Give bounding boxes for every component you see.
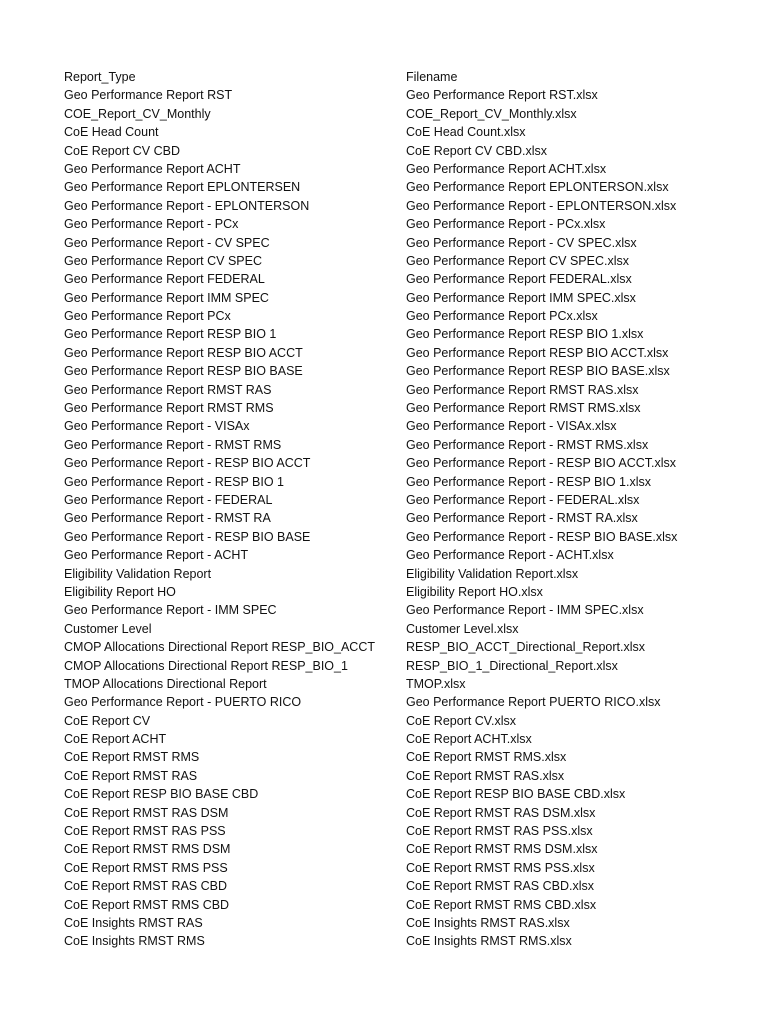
table-row	[64, 601, 704, 619]
filename-cell: CoE Insights RMST RMS.xlsx	[406, 934, 572, 949]
filename-cell: Geo Performance Report IMM SPEC.xlsx	[406, 290, 636, 305]
report-type-cell: Geo Performance Report - PCx	[64, 217, 239, 232]
filename-cell: Geo Performance Report - PCx.xlsx	[406, 217, 606, 232]
report-type-cell: CMOP Allocations Directional Report RESP_BIO_ACCT	[64, 640, 375, 655]
report-type-cell: Eligibility Report HO	[64, 584, 176, 599]
report-type-cell: Geo Performance Report - ACHT	[64, 548, 249, 563]
report-type-cell: Customer Level	[64, 621, 152, 636]
table-row	[64, 583, 704, 601]
table-row	[64, 436, 704, 454]
report-type-cell: CoE Report RMST RAS PSS	[64, 824, 226, 839]
table-row	[64, 877, 704, 895]
table-row	[64, 325, 704, 343]
report-type-cell: CoE Report RMST RMS PSS	[64, 860, 228, 875]
filename-cell: CoE Report RMST RAS PSS.xlsx	[406, 824, 593, 839]
filename-cell: Geo Performance Report - RESP BIO 1.xlsx	[406, 474, 652, 489]
report-type-cell: Geo Performance Report - RESP BIO 1	[64, 474, 285, 489]
table-row	[64, 840, 704, 858]
filename-cell: CoE Report RMST RAS DSM.xlsx	[406, 805, 596, 820]
filename-cell: CoE Report RESP BIO BASE CBD.xlsx	[406, 787, 626, 802]
filename-cell: Geo Performance Report EPLONTERSON.xlsx	[406, 180, 669, 195]
table-row	[64, 859, 704, 877]
filename-cell: Geo Performance Report - RESP BIO BASE.xlsx	[406, 529, 678, 544]
table-row	[64, 693, 704, 711]
report-type-cell: Geo Performance Report - CV SPEC	[64, 235, 270, 250]
filename-cell: RESP_BIO_1_Directional_Report.xlsx	[406, 658, 618, 673]
report-type-cell: CoE Head Count	[64, 125, 159, 140]
report-type-cell: Geo Performance Report RESP BIO ACCT	[64, 345, 303, 360]
report-type-cell: Geo Performance Report - RMST RMS	[64, 437, 282, 452]
filename-cell: Geo Performance Report - RMST RA.xlsx	[406, 511, 638, 526]
filename-cell: Eligibility Report HO.xlsx	[406, 584, 543, 599]
table-row	[64, 215, 704, 233]
table-row	[64, 344, 704, 362]
report-type-cell: CoE Report RMST RAS CBD	[64, 879, 228, 894]
table-row	[64, 767, 704, 785]
filename-cell: Geo Performance Report RMST RAS.xlsx	[406, 382, 639, 397]
table-row	[64, 638, 704, 656]
report-type-cell: CoE Report RMST RMS	[64, 750, 200, 765]
report-type-cell: Geo Performance Report FEDERAL	[64, 272, 265, 287]
report-type-cell: COE_Report_CV_Monthly	[64, 106, 211, 121]
filename-cell: CoE Report CV.xlsx	[406, 713, 516, 728]
table-row	[64, 785, 704, 803]
filename-cell: CoE Report ACHT.xlsx	[406, 732, 532, 747]
filename-cell: CoE Head Count.xlsx	[406, 125, 526, 140]
header-filename: Filename	[406, 70, 458, 84]
filename-cell: Geo Performance Report ACHT.xlsx	[406, 161, 607, 176]
table-row	[64, 565, 704, 583]
report-type-cell: CoE Report RMST RAS	[64, 768, 198, 783]
filename-cell: Geo Performance Report PUERTO RICO.xlsx	[406, 695, 661, 710]
filename-cell: Geo Performance Report - EPLONTERSON.xlsx	[406, 198, 677, 213]
report-type-cell: Geo Performance Report - VISAx	[64, 419, 250, 434]
table-row	[64, 712, 704, 730]
table-row	[64, 86, 704, 104]
report-type-cell: CoE Report CV	[64, 713, 151, 728]
filename-cell: Geo Performance Report RESP BIO 1.xlsx	[406, 327, 644, 342]
filename-cell: Geo Performance Report RST.xlsx	[406, 88, 598, 103]
table-row	[64, 620, 704, 638]
filename-cell: Geo Performance Report CV SPEC.xlsx	[406, 253, 629, 268]
filename-cell: CoE Report RMST RMS.xlsx	[406, 750, 567, 765]
table-row	[64, 142, 704, 160]
filename-cell: CoE Report RMST RMS CBD.xlsx	[406, 897, 597, 912]
table-row	[64, 748, 704, 766]
report-type-cell: CoE Insights RMST RMS	[64, 934, 205, 949]
report-type-cell: Geo Performance Report ACHT	[64, 161, 241, 176]
table-row	[64, 822, 704, 840]
filename-cell: CoE Report RMST RAS CBD.xlsx	[406, 879, 595, 894]
table-row	[64, 473, 704, 491]
table-row	[64, 197, 704, 215]
table-row	[64, 105, 704, 123]
table-row	[64, 160, 704, 178]
table-row	[64, 896, 704, 914]
report-table	[64, 68, 704, 951]
filename-cell: Geo Performance Report PCx.xlsx	[406, 309, 598, 324]
table-row	[64, 362, 704, 380]
report-type-cell: Geo Performance Report - FEDERAL	[64, 492, 273, 507]
table-row	[64, 675, 704, 693]
table-row	[64, 509, 704, 527]
table-row	[64, 178, 704, 196]
report-type-cell: CoE Report ACHT	[64, 732, 167, 747]
filename-cell: Customer Level.xlsx	[406, 621, 519, 636]
report-type-cell: CoE Insights RMST RAS	[64, 915, 203, 930]
table-row	[64, 399, 704, 417]
report-type-cell: Geo Performance Report RESP BIO BASE	[64, 364, 303, 379]
header-report-type: Report_Type	[64, 70, 136, 84]
report-type-cell: Geo Performance Report - IMM SPEC	[64, 603, 277, 618]
filename-cell: Geo Performance Report - VISAx.xlsx	[406, 419, 617, 434]
report-type-cell: Geo Performance Report RESP BIO 1	[64, 327, 277, 342]
report-type-cell: Geo Performance Report - EPLONTERSON	[64, 198, 310, 213]
table-row	[64, 289, 704, 307]
report-type-cell: Eligibility Validation Report	[64, 566, 212, 581]
report-type-cell: CoE Report RMST RAS DSM	[64, 805, 229, 820]
report-type-cell: Geo Performance Report RMST RAS	[64, 382, 272, 397]
report-type-cell: CoE Report RMST RMS DSM	[64, 842, 231, 857]
report-type-cell: CoE Report RESP BIO BASE CBD	[64, 787, 259, 802]
report-type-cell: Geo Performance Report RMST RMS	[64, 401, 274, 416]
filename-cell: RESP_BIO_ACCT_Directional_Report.xlsx	[406, 640, 645, 655]
filename-cell: Geo Performance Report - RESP BIO ACCT.xlsx	[406, 456, 677, 471]
table-row	[64, 270, 704, 288]
filename-cell: Geo Performance Report FEDERAL.xlsx	[406, 272, 632, 287]
table-row	[64, 528, 704, 546]
report-type-cell: Geo Performance Report CV SPEC	[64, 253, 262, 268]
table-row	[64, 730, 704, 748]
table-row	[64, 546, 704, 564]
filename-cell: Geo Performance Report RESP BIO ACCT.xlsx	[406, 345, 669, 360]
table-row	[64, 307, 704, 325]
filename-cell: Geo Performance Report - RMST RMS.xlsx	[406, 437, 649, 452]
filename-cell: Geo Performance Report - ACHT.xlsx	[406, 548, 614, 563]
table-row	[64, 252, 704, 270]
report-type-cell: Geo Performance Report IMM SPEC	[64, 290, 269, 305]
report-type-cell: Geo Performance Report EPLONTERSEN	[64, 180, 301, 195]
filename-cell: Geo Performance Report RESP BIO BASE.xlsx	[406, 364, 670, 379]
filename-cell: Geo Performance Report - FEDERAL.xlsx	[406, 492, 640, 507]
table-row	[64, 234, 704, 252]
table-row	[64, 123, 704, 141]
filename-cell: CoE Report RMST RAS.xlsx	[406, 768, 565, 783]
filename-cell: TMOP.xlsx	[406, 676, 466, 691]
report-type-cell: Geo Performance Report - RMST RA	[64, 511, 271, 526]
filename-cell: Geo Performance Report - IMM SPEC.xlsx	[406, 603, 644, 618]
table-row	[64, 932, 704, 950]
filename-cell: CoE Report RMST RMS PSS.xlsx	[406, 860, 595, 875]
report-type-cell: CoE Report CV CBD	[64, 143, 181, 158]
filename-cell: CoE Insights RMST RAS.xlsx	[406, 915, 570, 930]
filename-cell: COE_Report_CV_Monthly.xlsx	[406, 106, 577, 121]
table-row	[64, 804, 704, 822]
report-type-cell: Geo Performance Report - RESP BIO BASE	[64, 529, 311, 544]
table-row	[64, 454, 704, 472]
filename-cell: CoE Report RMST RMS DSM.xlsx	[406, 842, 598, 857]
table-row	[64, 381, 704, 399]
filename-cell: Geo Performance Report - CV SPEC.xlsx	[406, 235, 637, 250]
report-type-cell: TMOP Allocations Directional Report	[64, 676, 267, 691]
table-row	[64, 914, 704, 932]
table-body	[64, 86, 704, 950]
report-type-cell: Geo Performance Report - PUERTO RICO	[64, 695, 302, 710]
table-header-row	[64, 68, 704, 86]
filename-cell: CoE Report CV CBD.xlsx	[406, 143, 548, 158]
filename-cell: Geo Performance Report RMST RMS.xlsx	[406, 401, 641, 416]
report-type-cell: CoE Report RMST RMS CBD	[64, 897, 230, 912]
filename-cell: Eligibility Validation Report.xlsx	[406, 566, 579, 581]
table-row	[64, 491, 704, 509]
report-type-cell: Geo Performance Report RST	[64, 88, 233, 103]
report-type-cell: CMOP Allocations Directional Report RESP_BIO_1	[64, 658, 348, 673]
table-row	[64, 657, 704, 675]
report-type-cell: Geo Performance Report - RESP BIO ACCT	[64, 456, 311, 471]
report-type-cell: Geo Performance Report PCx	[64, 309, 231, 324]
table-row	[64, 417, 704, 435]
